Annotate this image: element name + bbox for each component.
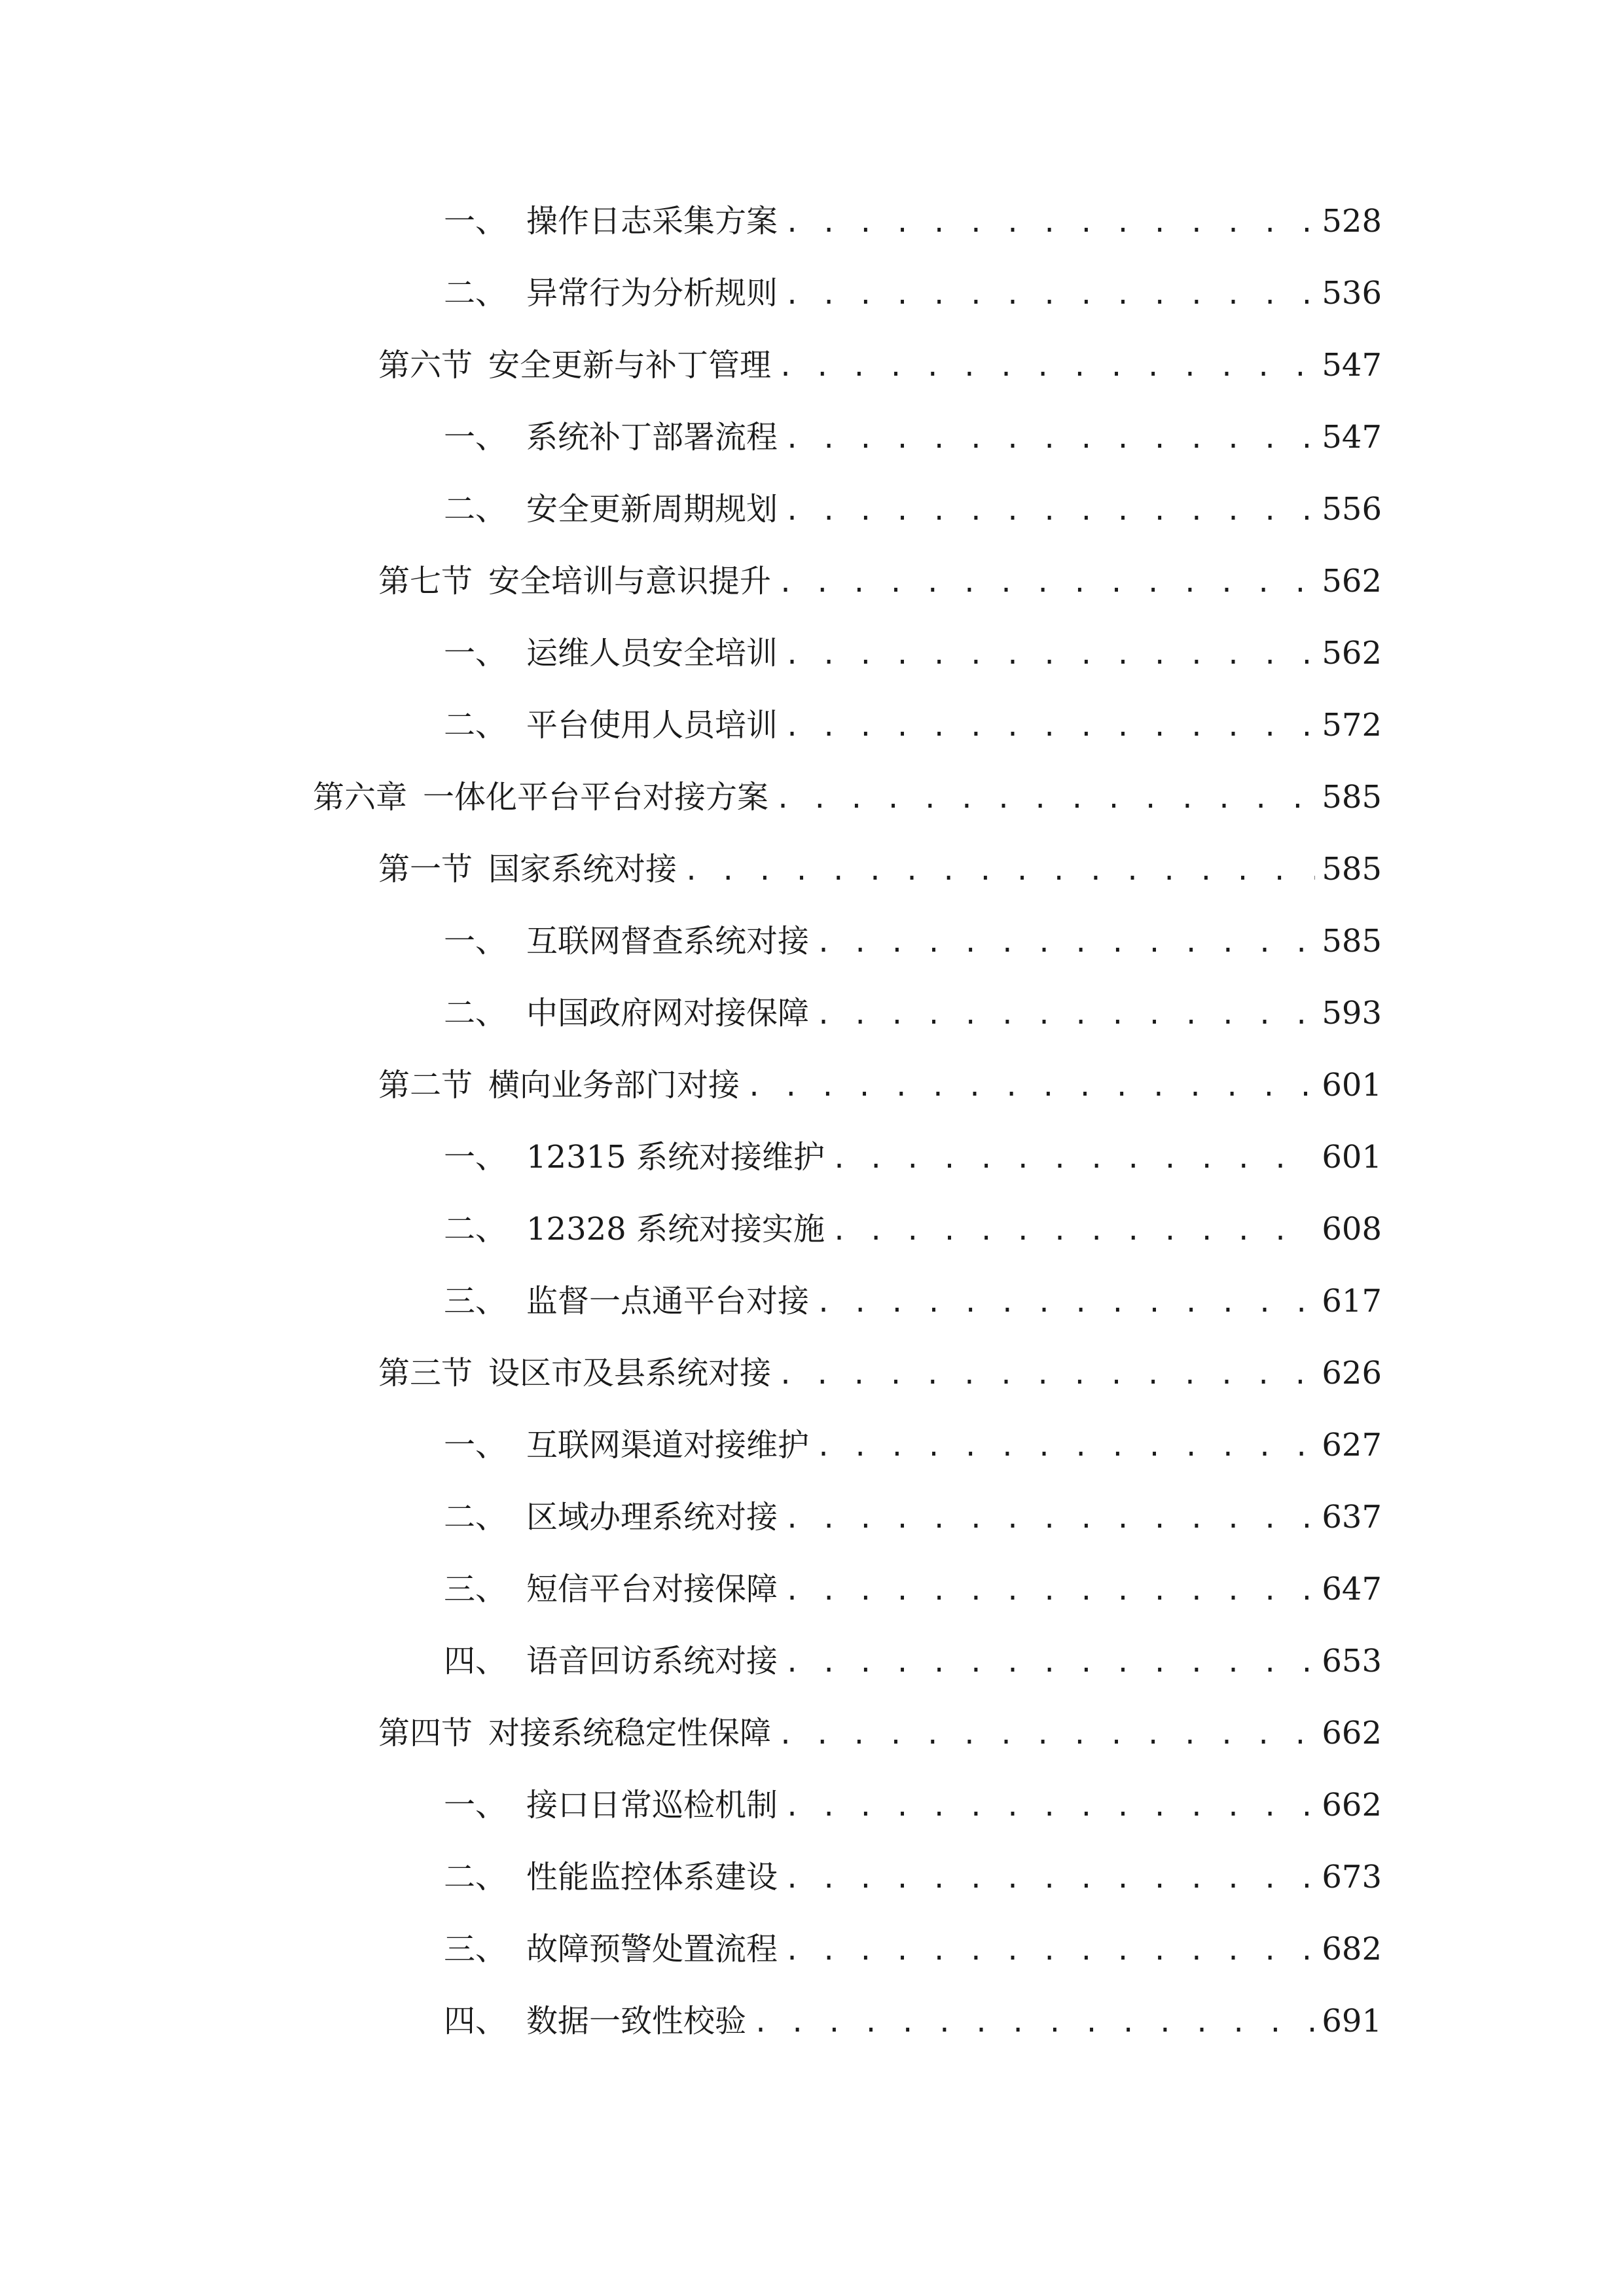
toc-entry-title: 运维人员安全培训 (526, 635, 778, 672)
toc-entry-chapter[interactable] (0, 766, 1624, 838)
dot-leader (778, 565, 1315, 601)
toc-entry[interactable] (0, 1270, 1624, 1342)
toc-entry-number: 一、 (444, 1139, 507, 1175)
dot-leader (746, 1069, 1315, 1105)
toc-entry[interactable] (0, 478, 1624, 550)
dot-leader (784, 637, 1315, 673)
toc-entry-number: 三、 (444, 1283, 507, 1319)
toc-entry[interactable] (0, 1126, 1624, 1198)
toc-entry-number: 二、 (444, 491, 507, 528)
toc-entry-title: 区域办理系统对接 (526, 1499, 778, 1535)
toc-entry[interactable] (0, 334, 1624, 406)
toc-entry-page: 572 (1322, 707, 1382, 744)
dot-leader (831, 1213, 1315, 1249)
toc-entry-page: 682 (1322, 1931, 1382, 1967)
toc-entry-page: 593 (1322, 995, 1382, 1031)
toc-entry-number: 一、 (444, 1427, 507, 1463)
toc-entry-number: 第二节 (378, 1067, 473, 1103)
toc-entry-number: 三、 (444, 1931, 507, 1967)
toc-entry[interactable] (0, 1702, 1624, 1774)
toc-entry-title: 系统补丁部署流程 (526, 419, 778, 456)
toc-entry-page: 627 (1322, 1427, 1382, 1463)
toc-entry[interactable] (0, 1990, 1624, 2062)
toc-entry[interactable] (0, 910, 1624, 982)
dot-leader (784, 421, 1315, 457)
toc-entry-title: 短信平台对接保障 (526, 1571, 778, 1607)
toc-entry-number: 二、 (444, 707, 507, 744)
toc-entry-page: 626 (1322, 1355, 1382, 1391)
dot-leader (784, 1789, 1315, 1825)
toc-entry-number: 第七节 (378, 563, 473, 600)
toc-entry-title: 平台使用人员培训 (526, 707, 778, 744)
toc-entry-page: 585 (1322, 851, 1382, 888)
toc-entry-page: 637 (1322, 1499, 1382, 1535)
toc-entry-title: 一体化平台平台对接方案 (423, 779, 769, 816)
toc-entry-page: 608 (1322, 1211, 1382, 1247)
toc-entry-title: 语音回访系统对接 (526, 1643, 778, 1679)
toc-entry-page: 547 (1322, 419, 1382, 456)
toc-entry-title: 横向业务部门对接 (488, 1067, 740, 1103)
toc-entry-number: 一、 (444, 923, 507, 960)
toc-entry[interactable] (0, 1774, 1624, 1846)
toc-entry-number: 一、 (444, 203, 507, 240)
toc-entry-number: 三、 (444, 1571, 507, 1607)
toc-entry[interactable] (0, 1198, 1624, 1270)
toc-entry[interactable] (0, 694, 1624, 766)
toc-entry[interactable] (0, 1846, 1624, 1918)
toc-entry-number: 四、 (444, 2003, 507, 2039)
dot-leader (816, 1429, 1315, 1465)
toc-entry-number: 二、 (444, 1211, 507, 1247)
dot-leader (784, 1861, 1315, 1897)
toc-entry[interactable] (0, 406, 1624, 478)
toc-entry[interactable] (0, 262, 1624, 334)
toc-entry-page: 585 (1322, 779, 1382, 816)
toc-entry-page: 536 (1322, 275, 1382, 312)
dot-leader (784, 1933, 1315, 1969)
toc-entry[interactable] (0, 982, 1624, 1054)
dot-leader (784, 709, 1315, 745)
toc-entry-title: 安全更新周期规划 (526, 491, 778, 528)
toc-entry-page: 585 (1322, 923, 1382, 960)
toc-entry-page: 547 (1322, 347, 1382, 384)
toc-entry-title: 12315 系统对接维护 (526, 1139, 825, 1175)
toc-entry-page: 662 (1322, 1715, 1382, 1751)
toc-entry-number: 二、 (444, 275, 507, 312)
toc-entry[interactable] (0, 838, 1624, 910)
toc-entry-number: 第六章 (313, 779, 408, 816)
toc-entry[interactable] (0, 1918, 1624, 1990)
toc-entry-number: 第三节 (378, 1355, 473, 1391)
toc-entry-page: 528 (1322, 203, 1382, 240)
table-of-contents (0, 190, 1624, 2062)
toc-entry-page: 601 (1322, 1067, 1382, 1103)
toc-entry-page: 662 (1322, 1787, 1382, 1823)
toc-entry-page: 673 (1322, 1859, 1382, 1895)
toc-entry-number: 第六节 (378, 347, 473, 384)
toc-entry-title: 互联网渠道对接维护 (526, 1427, 810, 1463)
toc-entry-title: 12328 系统对接实施 (526, 1211, 825, 1247)
toc-entry-title: 接口日常巡检机制 (526, 1787, 778, 1823)
toc-entry-page: 617 (1322, 1283, 1382, 1319)
toc-entry-page: 562 (1322, 563, 1382, 600)
toc-entry-number: 四、 (444, 1643, 507, 1679)
toc-entry-title: 设区市及县系统对接 (488, 1355, 772, 1391)
toc-entry-page: 562 (1322, 635, 1382, 672)
dot-leader (784, 1645, 1315, 1681)
toc-entry-number: 二、 (444, 1859, 507, 1895)
toc-entry-title: 安全更新与补丁管理 (488, 347, 772, 384)
toc-entry-number: 第一节 (378, 851, 473, 888)
toc-entry-title: 数据一致性校验 (526, 2003, 747, 2039)
toc-entry[interactable] (0, 1414, 1624, 1486)
dot-leader (778, 1357, 1315, 1393)
dot-leader (778, 1717, 1315, 1753)
toc-entry-page: 556 (1322, 491, 1382, 528)
toc-entry[interactable] (0, 1558, 1624, 1630)
toc-entry[interactable] (0, 1486, 1624, 1558)
toc-entry-title: 安全培训与意识提升 (488, 563, 772, 600)
dot-leader (784, 493, 1315, 529)
toc-entry[interactable] (0, 622, 1624, 694)
toc-entry-number: 一、 (444, 635, 507, 672)
dot-leader (784, 1573, 1315, 1609)
toc-entry-page: 601 (1322, 1139, 1382, 1175)
toc-entry-number: 二、 (444, 995, 507, 1031)
toc-entry-page: 691 (1322, 2003, 1382, 2039)
toc-entry[interactable] (0, 550, 1624, 622)
dot-leader (753, 2005, 1315, 2041)
toc-entry-title: 异常行为分析规则 (526, 275, 778, 312)
toc-entry-page: 653 (1322, 1643, 1382, 1679)
toc-entry-title: 对接系统稳定性保障 (488, 1715, 772, 1751)
toc-entry[interactable] (0, 1630, 1624, 1702)
toc-entry-number: 一、 (444, 419, 507, 456)
toc-entry-page: 647 (1322, 1571, 1382, 1607)
dot-leader (778, 349, 1315, 386)
dot-leader (816, 997, 1315, 1033)
toc-entry-title: 操作日志采集方案 (526, 203, 778, 240)
toc-entry[interactable] (0, 1054, 1624, 1126)
toc-entry-number: 一、 (444, 1787, 507, 1823)
toc-entry[interactable] (0, 190, 1624, 262)
dot-leader (831, 1141, 1315, 1177)
dot-leader (816, 1285, 1315, 1321)
dot-leader (784, 1501, 1315, 1537)
toc-entry-title: 性能监控体系建设 (526, 1859, 778, 1895)
toc-entry-title: 故障预警处置流程 (526, 1931, 778, 1967)
toc-entry-title: 国家系统对接 (488, 851, 677, 888)
toc-entry-title: 中国政府网对接保障 (526, 995, 810, 1031)
dot-leader (784, 277, 1315, 314)
dot-leader (683, 853, 1315, 889)
toc-entry-number: 第四节 (378, 1715, 473, 1751)
dot-leader (816, 925, 1315, 961)
dot-leader (784, 205, 1315, 242)
toc-entry-title: 监督一点通平台对接 (526, 1283, 810, 1319)
dot-leader (775, 781, 1315, 817)
toc-entry-number: 二、 (444, 1499, 507, 1535)
toc-entry-title: 互联网督查系统对接 (526, 923, 810, 960)
toc-entry[interactable] (0, 1342, 1624, 1414)
